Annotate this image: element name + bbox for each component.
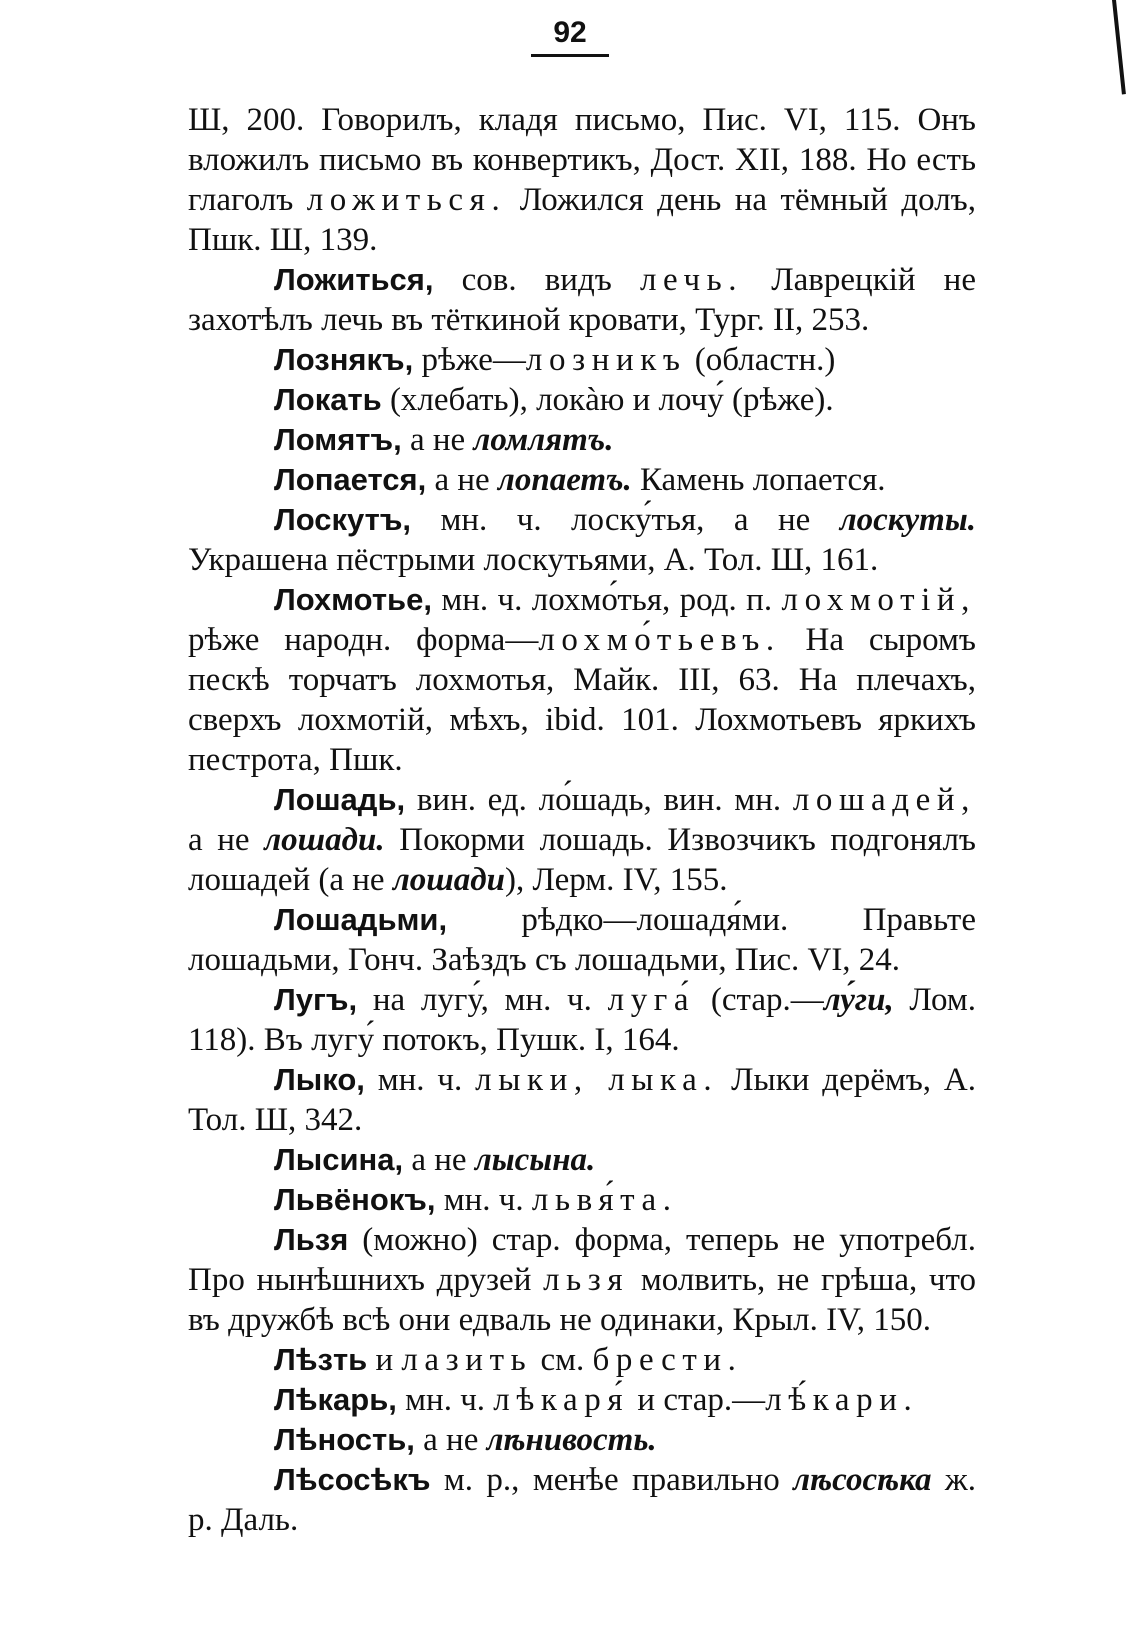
text-run: Камень лопается.	[631, 462, 886, 498]
spaced-form: лечь.	[639, 262, 744, 298]
spaced-form: лошадей,	[792, 782, 976, 818]
incorrect-form: лопаетъ.	[497, 462, 632, 498]
headword: Лѣкарь,	[274, 1382, 397, 1417]
dictionary-entry	[188, 460, 976, 500]
spaced-form: лазить	[401, 1342, 533, 1378]
incorrect-form: ломлятъ.	[473, 422, 614, 458]
text-run: сов. видъ	[433, 262, 640, 298]
dictionary-entry	[188, 1140, 976, 1180]
text-run: Ш, 200. Говорилъ, кладя письмо, Пис. VI, 115. Онъ вложилъ письмо въ конвертикъ, Дост. XII, 188. Но есть глаголъ	[188, 102, 976, 218]
text-run: а не	[401, 422, 474, 458]
text-run: Лыки дерёмъ, А. Тол. Ш, 342.	[188, 1062, 977, 1138]
text-run: и стар.—	[629, 1382, 766, 1418]
text-run: Лаврецкій не захотѣлъ лечь въ тёткиной кровати, Тург. II, 253.	[188, 262, 976, 338]
dictionary-entry	[188, 340, 976, 380]
headword: Лыко,	[274, 1062, 365, 1097]
headword: Ложиться,	[274, 262, 434, 297]
text-run: а не	[414, 1422, 487, 1458]
spaced-form: брести.	[592, 1342, 743, 1378]
headword: Лугъ,	[274, 982, 358, 1017]
text-run: мн. ч.	[396, 1382, 494, 1418]
text-run: мн. ч. лохмо́тья, род. п.	[431, 582, 782, 618]
page-header	[0, 14, 1140, 57]
dictionary-entry	[188, 1180, 976, 1220]
text-run: рѣдко—лошадя́ми. Правьте лошадьми, Гонч. Заѣздъ съ лошадьми, Пис. VI, 24.	[188, 902, 976, 978]
text-run: Лом. 118). Въ лугу́ потокъ, Пушк. I, 164.	[188, 982, 976, 1058]
headword: Лоскутъ,	[274, 502, 412, 537]
dictionary-entry	[188, 1420, 976, 1460]
headword: Лѣзть	[274, 1342, 368, 1377]
dictionary-entry	[188, 980, 976, 1060]
headword: Ломятъ,	[274, 422, 402, 457]
text-run: (областн.)	[686, 342, 836, 378]
text-run: мн. ч. лоску́тья, а не	[411, 502, 840, 538]
incorrect-form: лѣнивость.	[486, 1422, 657, 1458]
incorrect-form: лу́ги,	[823, 982, 894, 1018]
text-run: На сыромъ пескѣ торчатъ лохмотья, Майк. III, 63. На плечахъ, сверхъ лохмотій, мѣхъ, ibid. 101. Лохмотьевъ яркихъ пестрота, Пшк.	[188, 622, 976, 778]
text-run: м. р., менѣе правильно	[430, 1462, 794, 1498]
dictionary-entry	[188, 1380, 976, 1420]
text-run: вин. ед. ло́шадь, вин. мн.	[405, 782, 793, 818]
text-run: (можно) стар. форма, теперь не употребл. Про нынѣшнихъ друзей	[188, 1222, 976, 1298]
dictionary-entry	[188, 780, 976, 900]
text-run: (стар.—	[695, 982, 824, 1018]
text-run: рѣже—	[413, 342, 526, 378]
headword: Лознякъ,	[274, 342, 414, 377]
headword: Льзя	[274, 1222, 349, 1257]
dictionary-entry	[188, 1060, 976, 1140]
incorrect-form: лысына.	[474, 1142, 596, 1178]
incorrect-form: лоскуты.	[839, 502, 976, 538]
spaced-form: луга́	[607, 982, 696, 1018]
headword: Локать	[274, 382, 382, 417]
text-run: на лугу́, мн. ч.	[357, 982, 608, 1018]
page-number: 92	[531, 14, 608, 57]
spaced-form: льзя	[543, 1262, 630, 1298]
dictionary-entry	[188, 420, 976, 460]
spaced-form: лѣкаря́	[493, 1382, 630, 1418]
text-run: а не	[403, 1142, 475, 1178]
text-run: рѣже народн. форма—	[188, 622, 539, 658]
dictionary-entry	[188, 580, 976, 780]
text-run: Ложился день на тёмный долъ, Пшк. Ш, 139.	[188, 182, 976, 258]
headword: Лѣсосѣкъ	[274, 1462, 431, 1497]
headword: Лысина,	[274, 1142, 404, 1177]
text-run: молвить, не грѣша, что въ дружбѣ всѣ они едваль не одинаки, Крыл. IV, 150.	[188, 1262, 977, 1338]
dictionary-entry	[188, 380, 976, 420]
dictionary-entry	[188, 500, 976, 580]
text-run: а не	[426, 462, 498, 498]
incorrect-form: лошади.	[264, 822, 385, 858]
incorrect-form: лошади	[392, 862, 505, 898]
spaced-form: лыки, лыка.	[475, 1062, 719, 1098]
dictionary-entry	[188, 100, 976, 260]
incorrect-form: лѣсосѣка	[793, 1462, 932, 1498]
spaced-form: лозникъ	[525, 342, 687, 378]
headword: Львёнокъ,	[274, 1182, 436, 1217]
dictionary-entry	[188, 1340, 976, 1380]
headword: Лопается,	[274, 462, 427, 497]
text-run: Украшена пёстрыми лоскутьями, А. Тол. Ш, 161.	[188, 542, 879, 578]
headword: Лошадь,	[274, 782, 406, 817]
spaced-form: львя́та.	[531, 1182, 678, 1218]
dictionary-entry	[188, 900, 976, 980]
headword: Лѣность,	[274, 1422, 415, 1457]
headword: Лохмотье,	[274, 582, 432, 617]
spaced-form: лохмотій,	[781, 582, 976, 618]
spaced-form: лѣ́кари.	[765, 1382, 919, 1418]
text-run: (хлебать), локàю и лочу́ (рѣже).	[381, 382, 834, 418]
text-run: ж. р. Даль.	[188, 1462, 976, 1538]
dictionary-entry	[188, 1220, 976, 1340]
text-run: а не	[188, 822, 265, 858]
dictionary-text	[188, 100, 976, 1540]
spaced-form: ложиться.	[306, 182, 507, 218]
spaced-form: лохмо́тьевъ.	[538, 622, 781, 658]
text-run: Покорми лошадь. Извозчикъ подгонялъ лошадей (а не	[188, 822, 976, 898]
text-run: ), Лерм. IV, 155.	[504, 862, 728, 898]
text-run: и	[367, 1342, 402, 1378]
text-run: мн. ч.	[364, 1062, 476, 1098]
headword: Лошадьми,	[274, 902, 448, 937]
dictionary-entry	[188, 1460, 976, 1540]
text-run: см.	[532, 1342, 593, 1378]
text-run: мн. ч.	[435, 1182, 532, 1218]
dictionary-entry	[188, 260, 976, 340]
